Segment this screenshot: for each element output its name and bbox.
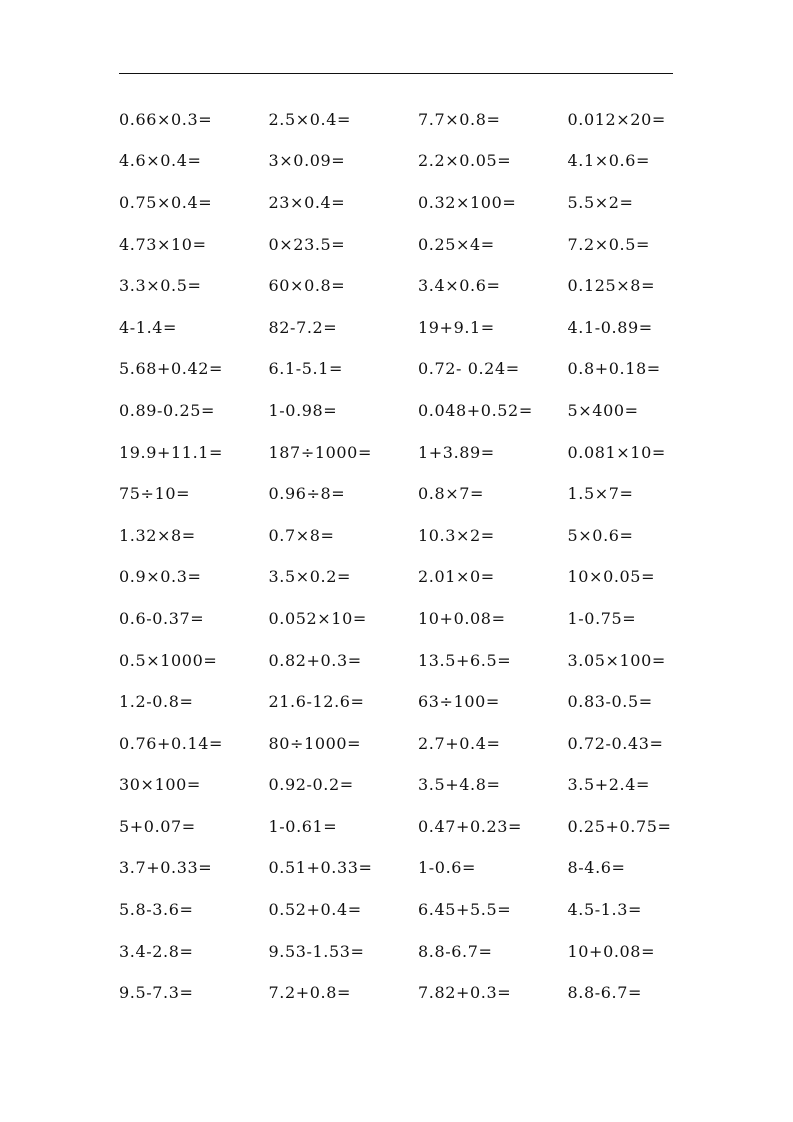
math-problem: 3.3×0.5= — [119, 276, 202, 296]
problem-row — [119, 515, 719, 557]
math-problem: 1-0.61= — [268, 816, 338, 836]
math-problem: 0×23.5= — [268, 234, 346, 254]
problem-row — [119, 307, 719, 349]
math-problem: 13.5+6.5= — [418, 650, 512, 670]
math-problem: 10.3×2= — [418, 525, 495, 545]
problem-row — [119, 182, 719, 224]
math-problem: 9.5-7.3= — [119, 983, 194, 1003]
math-problem: 3.5+4.8= — [418, 775, 501, 795]
math-problem: 0.125×8= — [567, 276, 656, 296]
math-problem: 0.82+0.3= — [268, 650, 362, 670]
problem-row — [119, 557, 719, 599]
math-problem: 3.5×0.2= — [268, 567, 352, 587]
math-problem: 8-4.6= — [567, 858, 626, 878]
problem-row — [119, 432, 719, 474]
math-problem: 0.83-0.5= — [567, 692, 653, 712]
problem-row — [119, 972, 719, 1014]
problem-row — [119, 931, 719, 973]
problem-row — [119, 141, 719, 183]
problem-row — [119, 390, 719, 432]
math-problem: 7.2+0.8= — [268, 983, 352, 1003]
math-problem: 6.45+5.5= — [418, 900, 512, 920]
math-problem: 2.7+0.4= — [418, 733, 501, 753]
math-problem: 0.6-0.37= — [119, 608, 205, 628]
math-problem: 3.5+2.4= — [567, 775, 651, 795]
problem-row — [119, 598, 719, 640]
problem-row — [119, 806, 719, 848]
math-problem: 3×0.09= — [268, 151, 346, 171]
math-problem: 1-0.98= — [268, 400, 338, 420]
math-problem: 2.5×0.4= — [268, 109, 352, 129]
math-problem: 7.82+0.3= — [418, 983, 512, 1003]
math-problem: 8.8-6.7= — [567, 983, 643, 1003]
problem-row — [119, 681, 719, 723]
math-problem: 19+9.1= — [418, 317, 495, 337]
problem-row — [119, 349, 719, 391]
math-problem: 0.8+0.18= — [567, 359, 661, 379]
problem-row — [119, 889, 719, 931]
math-problem: 0.51+0.33= — [268, 858, 373, 878]
math-problem: 82-7.2= — [268, 317, 338, 337]
math-problem: 0.75×0.4= — [119, 192, 213, 212]
math-problem: 7.2×0.5= — [567, 234, 651, 254]
math-problem: 7.7×0.8= — [418, 109, 501, 129]
math-problem: 0.66×0.3= — [119, 109, 213, 129]
math-problem: 5+0.07= — [119, 816, 196, 836]
math-problem: 3.05×100= — [567, 650, 666, 670]
math-problem: 0.8×7= — [418, 484, 485, 504]
math-problem: 5.68+0.42= — [119, 359, 224, 379]
problem-row — [119, 723, 719, 765]
math-problem: 4-1.4= — [119, 317, 178, 337]
math-problem: 1.32×8= — [119, 525, 196, 545]
math-problem: 19.9+11.1= — [119, 442, 224, 462]
math-problem: 21.6-12.6= — [268, 692, 365, 712]
math-problem: 30×100= — [119, 775, 201, 795]
math-problem: 2.01×0= — [418, 567, 495, 587]
math-problem: 0.081×10= — [567, 442, 666, 462]
math-problem: 0.76+0.14= — [119, 733, 224, 753]
math-problem: 3.4×0.6= — [418, 276, 501, 296]
math-problem: 0.25+0.75= — [567, 816, 672, 836]
problem-row — [119, 265, 719, 307]
math-problem: 0.9×0.3= — [119, 567, 202, 587]
math-problem: 4.6×0.4= — [119, 151, 202, 171]
math-problem: 75÷10= — [119, 484, 191, 504]
math-problem: 4.5-1.3= — [567, 900, 643, 920]
math-problem: 63÷100= — [418, 692, 500, 712]
problem-row — [119, 224, 719, 266]
math-problem: 1-0.6= — [418, 858, 477, 878]
math-problem: 1.5×7= — [567, 484, 634, 504]
math-problem: 1.2-0.8= — [119, 692, 194, 712]
math-problem: 0.052×10= — [268, 608, 367, 628]
math-problem: 0.52+0.4= — [268, 900, 362, 920]
math-problem: 60×0.8= — [268, 276, 346, 296]
math-problem: 1+3.89= — [418, 442, 495, 462]
problem-row — [119, 99, 719, 141]
math-problem: 80÷1000= — [268, 733, 362, 753]
math-problem: 4.1-0.89= — [567, 317, 653, 337]
math-problem: 5×400= — [567, 400, 639, 420]
math-problem: 0.89-0.25= — [119, 400, 216, 420]
header-divider — [119, 73, 673, 74]
math-problem: 3.7+0.33= — [119, 858, 213, 878]
math-problem: 5×0.6= — [567, 525, 634, 545]
math-problem: 9.53-1.53= — [268, 941, 365, 961]
math-problem: 0.048+0.52= — [418, 400, 533, 420]
math-problem: 0.25×4= — [418, 234, 495, 254]
math-problem: 0.96÷8= — [268, 484, 346, 504]
problem-row — [119, 848, 719, 890]
math-problem: 0.47+0.23= — [418, 816, 523, 836]
math-problem: 3.4-2.8= — [119, 941, 194, 961]
math-problem: 4.1×0.6= — [567, 151, 651, 171]
math-problem: 4.73×10= — [119, 234, 207, 254]
problem-row — [119, 640, 719, 682]
math-problem: 8.8-6.7= — [418, 941, 493, 961]
math-problem: 0.92-0.2= — [268, 775, 354, 795]
math-problem: 0.5×1000= — [119, 650, 218, 670]
problem-grid — [119, 99, 719, 1014]
math-problem: 10+0.08= — [567, 941, 656, 961]
math-problem: 0.72- 0.24= — [418, 359, 520, 379]
math-problem: 0.32×100= — [418, 192, 517, 212]
math-problem: 2.2×0.05= — [418, 151, 512, 171]
math-problem: 5.5×2= — [567, 192, 634, 212]
math-problem: 10×0.05= — [567, 567, 656, 587]
math-problem: 0.7×8= — [268, 525, 335, 545]
math-problem: 0.012×20= — [567, 109, 666, 129]
math-problem: 0.72-0.43= — [567, 733, 664, 753]
problem-row — [119, 765, 719, 807]
problem-row — [119, 473, 719, 515]
math-problem: 5.8-3.6= — [119, 900, 194, 920]
math-problem: 10+0.08= — [418, 608, 506, 628]
math-problem: 6.1-5.1= — [268, 359, 344, 379]
math-problem: 1-0.75= — [567, 608, 637, 628]
math-problem: 187÷1000= — [268, 442, 372, 462]
math-problem: 23×0.4= — [268, 192, 346, 212]
